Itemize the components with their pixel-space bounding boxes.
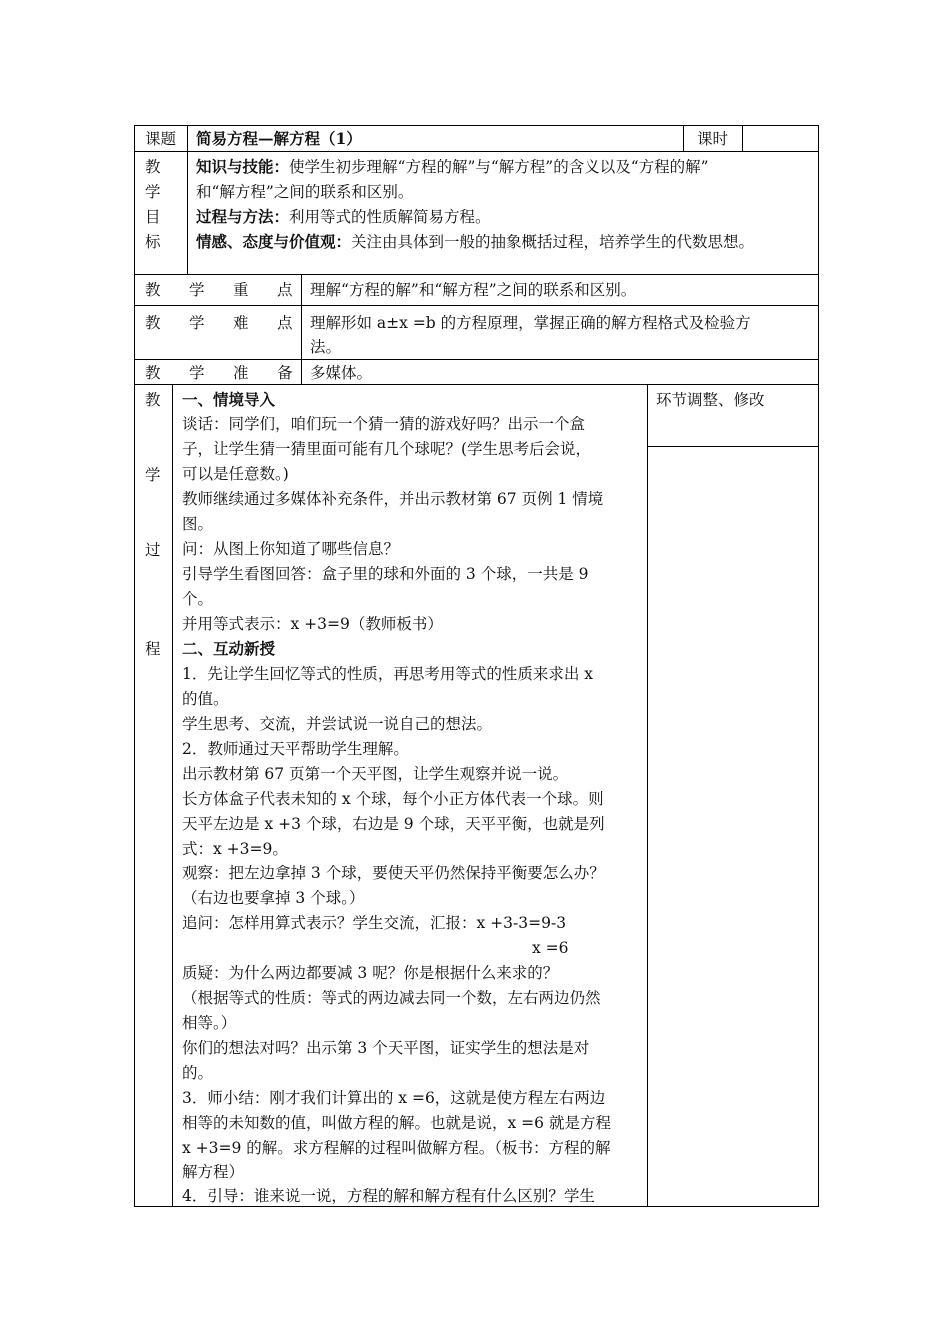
process-line: 3．师小结：刚才我们计算出的 x =6，这就是使方程左右两边 xyxy=(182,1089,606,1107)
process-line: x =6 xyxy=(532,939,569,957)
process-line: 谈话：同学们，咱们玩一个猜一猜的游戏好吗？出示一个盒 xyxy=(182,415,586,433)
objective-process xyxy=(196,205,491,229)
process-line: 个。 xyxy=(182,590,214,608)
process-label-char: 教 xyxy=(145,391,161,409)
process-line: 质疑：为什么两边都要减 3 呢？你是根据什么来求的？ xyxy=(182,964,559,982)
difficulty-label-char: 教 xyxy=(145,314,161,332)
process-line: 学生思考、交流，并尝试说一说自己的想法。 xyxy=(182,715,493,733)
process-line: 引导学生看图回答：盒子里的球和外面的 3 个球，一共是 9 xyxy=(182,565,589,583)
process-line: 出示教材第 67 页第一个天平图，让学生观察并说一说。 xyxy=(182,765,569,783)
side-column-header: 环节调整、修改 xyxy=(656,391,765,409)
process-line: 子，让学生猜一猜里面可能有几个球呢？(学生思考后会说， xyxy=(182,440,592,458)
process-line: 长方体盒子代表未知的 x 个球，每个小正方体代表一个球。则 xyxy=(182,790,604,808)
border-left xyxy=(134,125,135,1207)
prep-label-char: 教 xyxy=(145,364,161,382)
row-separator xyxy=(134,305,819,306)
process-line: 解方程） xyxy=(182,1163,245,1181)
knowledge-text: 使学生初步理解“方程的解”与“解方程”的含义以及“方程的解” xyxy=(289,158,709,176)
process-line: 追问：怎样用算式表示？学生交流，汇报：x +3-3=9-3 xyxy=(182,914,567,932)
process-line: 相等。） xyxy=(182,1014,237,1032)
row-separator xyxy=(134,359,819,360)
border-right xyxy=(818,125,819,1207)
keypoint-text: 理解“方程的解”和“解方程”之间的联系和区别。 xyxy=(310,281,637,299)
knowledge-label: 知识与技能： xyxy=(196,157,290,176)
process-label-char: 过 xyxy=(145,541,161,559)
emotion-text: 关注由具体到一般的抽象概括过程，培养学生的代数思想。 xyxy=(351,233,755,251)
process-line: 相等的未知数的值，叫做方程的解。也就是说，x =6 就是方程 xyxy=(182,1114,611,1132)
knowledge-text-cont: 和“解方程”之间的联系和区别。 xyxy=(196,183,414,201)
process-line: 1．先让学生回忆等式的性质，再思考用等式的性质来求出 x xyxy=(182,665,594,683)
objective-knowledge xyxy=(196,155,709,179)
process-line: 教师继续通过多媒体补充条件，并出示教材第 67 页例 1 情境 xyxy=(182,490,604,508)
difficulty-label-char: 难 xyxy=(233,314,249,332)
side-row-separator xyxy=(647,446,819,447)
col-separator xyxy=(172,384,173,1207)
keypoint-label-char: 教 xyxy=(145,281,161,299)
topic-title: 简易方程—解方程（1） xyxy=(196,129,362,148)
col-separator xyxy=(683,125,684,151)
objectives-label-char: 标 xyxy=(145,233,161,251)
process-line: （根据等式的性质：等式的两边减去同一个数，左右两边仍然 xyxy=(182,989,601,1007)
objectives-label-char: 目 xyxy=(145,208,161,226)
process-line: 式：x +3=9。 xyxy=(182,840,288,858)
process-line: （右边也要拿掉 3 个球。） xyxy=(182,889,365,907)
col-separator xyxy=(647,384,648,1207)
difficulty-text-cont: 法。 xyxy=(310,338,342,356)
process-label: 过程与方法： xyxy=(196,207,290,226)
col-separator xyxy=(301,274,302,384)
section-title: 一、情境导入 xyxy=(182,390,276,409)
process-line: 2．教师通过天平帮助学生理解。 xyxy=(182,740,409,758)
objectives-label-char: 学 xyxy=(145,183,161,201)
row-separator xyxy=(134,274,819,275)
topic-label: 课题 xyxy=(145,130,177,148)
col-separator xyxy=(187,125,188,151)
difficulty-text: 理解形如 a±x =b 的方程原理，掌握正确的解方程格式及检验方 xyxy=(310,314,751,332)
process-line: 4．引导：谁来说一说，方程的解和解方程有什么区别？学生 xyxy=(182,1187,595,1205)
process-text: 利用等式的性质解简易方程。 xyxy=(289,208,491,226)
difficulty-label-char: 学 xyxy=(189,314,205,332)
prep-label-char: 准 xyxy=(233,364,249,382)
process-line: 并用等式表示：x +3=9（教师板书） xyxy=(182,615,443,633)
col-separator xyxy=(187,151,188,274)
process-line: 可以是任意数。) xyxy=(182,465,289,483)
process-line: 图。 xyxy=(182,515,214,533)
prep-label-char: 备 xyxy=(277,364,293,382)
prep-text: 多媒体。 xyxy=(310,364,373,382)
objectives-label-char: 教 xyxy=(145,158,161,176)
section-title: 二、互动新授 xyxy=(182,639,276,658)
process-line: 问：从图上你知道了哪些信息？ xyxy=(182,540,400,558)
col-separator xyxy=(742,125,743,151)
process-line: 你们的想法对吗？出示第 3 个天平图，证实学生的想法是对 xyxy=(182,1039,590,1057)
process-line: 天平左边是 x +3 个球，右边是 9 个球，天平平衡，也就是列 xyxy=(182,815,605,833)
process-line: x +3=9 的解。求方程解的过程叫做解方程。（板书：方程的解 xyxy=(182,1139,611,1157)
keypoint-label-char: 学 xyxy=(189,281,205,299)
process-line: 的。 xyxy=(182,1064,214,1082)
objective-emotion xyxy=(196,230,754,254)
process-line: 观察：把左边拿掉 3 个球，要使天平仍然保持平衡要怎么办？ xyxy=(182,864,605,882)
keypoint-label-char: 点 xyxy=(277,281,293,299)
period-label: 课时 xyxy=(697,130,729,148)
process-label-char: 学 xyxy=(145,466,161,484)
row-separator xyxy=(134,151,819,152)
border-top xyxy=(134,125,819,126)
process-line: 的值。 xyxy=(182,690,229,708)
difficulty-label-char: 点 xyxy=(277,314,293,332)
emotion-label: 情感、态度与价值观： xyxy=(196,232,352,251)
process-label-char: 程 xyxy=(145,640,161,658)
keypoint-label-char: 重 xyxy=(233,281,249,299)
prep-label-char: 学 xyxy=(189,364,205,382)
